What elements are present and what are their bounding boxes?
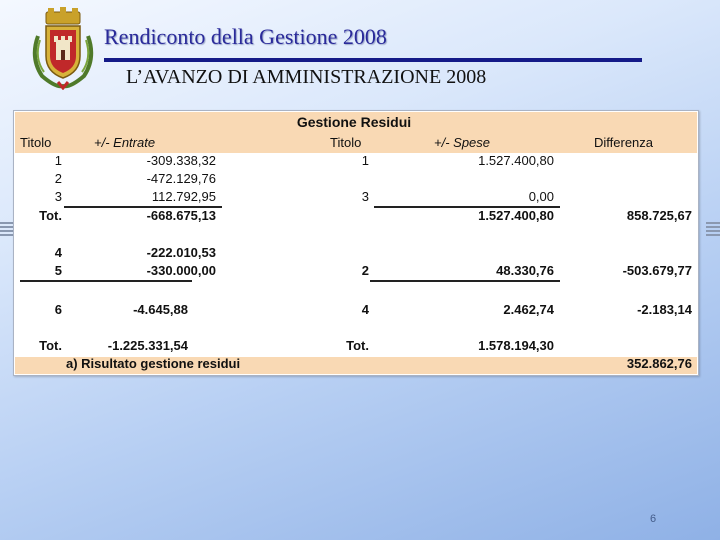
table-row-titolo-spese: 2 [361,263,369,278]
col-header-entrate: +/- Entrate [94,135,156,150]
rule-spese-group2 [370,280,560,282]
table-row-entrate: -1.225.331,54 [107,338,188,353]
residui-table [13,110,699,376]
table-row-titolo: 1 [54,153,62,168]
col-header-differenza: Differenza [594,135,654,150]
table-row-spese: 1.527.400,80 [478,153,554,168]
page-number: 6 [650,513,657,525]
table-row-entrate: 112.792,95 [151,189,216,204]
col-header-spese: +/- Spese [434,135,491,150]
table-row-titolo-spese: Tot. [346,338,369,353]
left-edge-decoration [0,222,14,236]
title-rule [104,58,642,62]
page-subtitle: L’AVANZO DI AMMINISTRAZIONE 2008 [126,66,487,88]
municipal-crest-icon [28,6,98,90]
table-row-differenza: -503.679,77 [622,263,692,278]
table-row-entrate: -472.129,76 [146,171,216,186]
result-value: 352.862,76 [626,356,692,371]
table-row-titolo: 5 [54,263,62,278]
right-edge-decoration [706,222,720,236]
table-row-titolo-spese: 4 [361,302,369,317]
table-row-entrate: -4.645,88 [133,302,188,317]
table-row-spese: 48.330,76 [496,263,554,278]
table-row-titolo-spese: 3 [361,189,369,204]
table-row-titolo: 3 [54,189,62,204]
table-row-entrate: -668.675,13 [146,208,216,223]
table-row-spese: 1.527.400,80 [478,208,554,223]
table-row-entrate: -309.338,32 [146,153,216,168]
table-row-entrate: -222.010,53 [146,245,216,260]
table-heading: Gestione Residui [296,114,412,130]
table-row-spese: 0,00 [528,189,554,204]
rule-entrate-group2 [20,280,192,282]
table-row-titolo: Tot. [39,208,62,223]
col-header-titolo-entrate: Titolo [20,135,52,150]
table-row-titolo: 4 [54,245,62,260]
table-row-spese: 1.578.194,30 [478,338,554,353]
table-row-differenza: 858.725,67 [626,208,692,223]
table-row-spese: 2.462,74 [503,302,554,317]
table-row-titolo: Tot. [39,338,62,353]
page-title: Rendiconto della Gestione 2008 [104,24,387,49]
result-label: a) Risultato gestione residui [66,356,241,371]
table-row-entrate: -330.000,00 [146,263,216,278]
table-row-titolo-spese: 1 [361,153,369,168]
col-header-titolo-spese: Titolo [330,135,362,150]
table-row-titolo: 2 [54,171,62,186]
table-row-titolo: 6 [54,302,62,317]
table-row-differenza: -2.183,14 [637,302,692,317]
